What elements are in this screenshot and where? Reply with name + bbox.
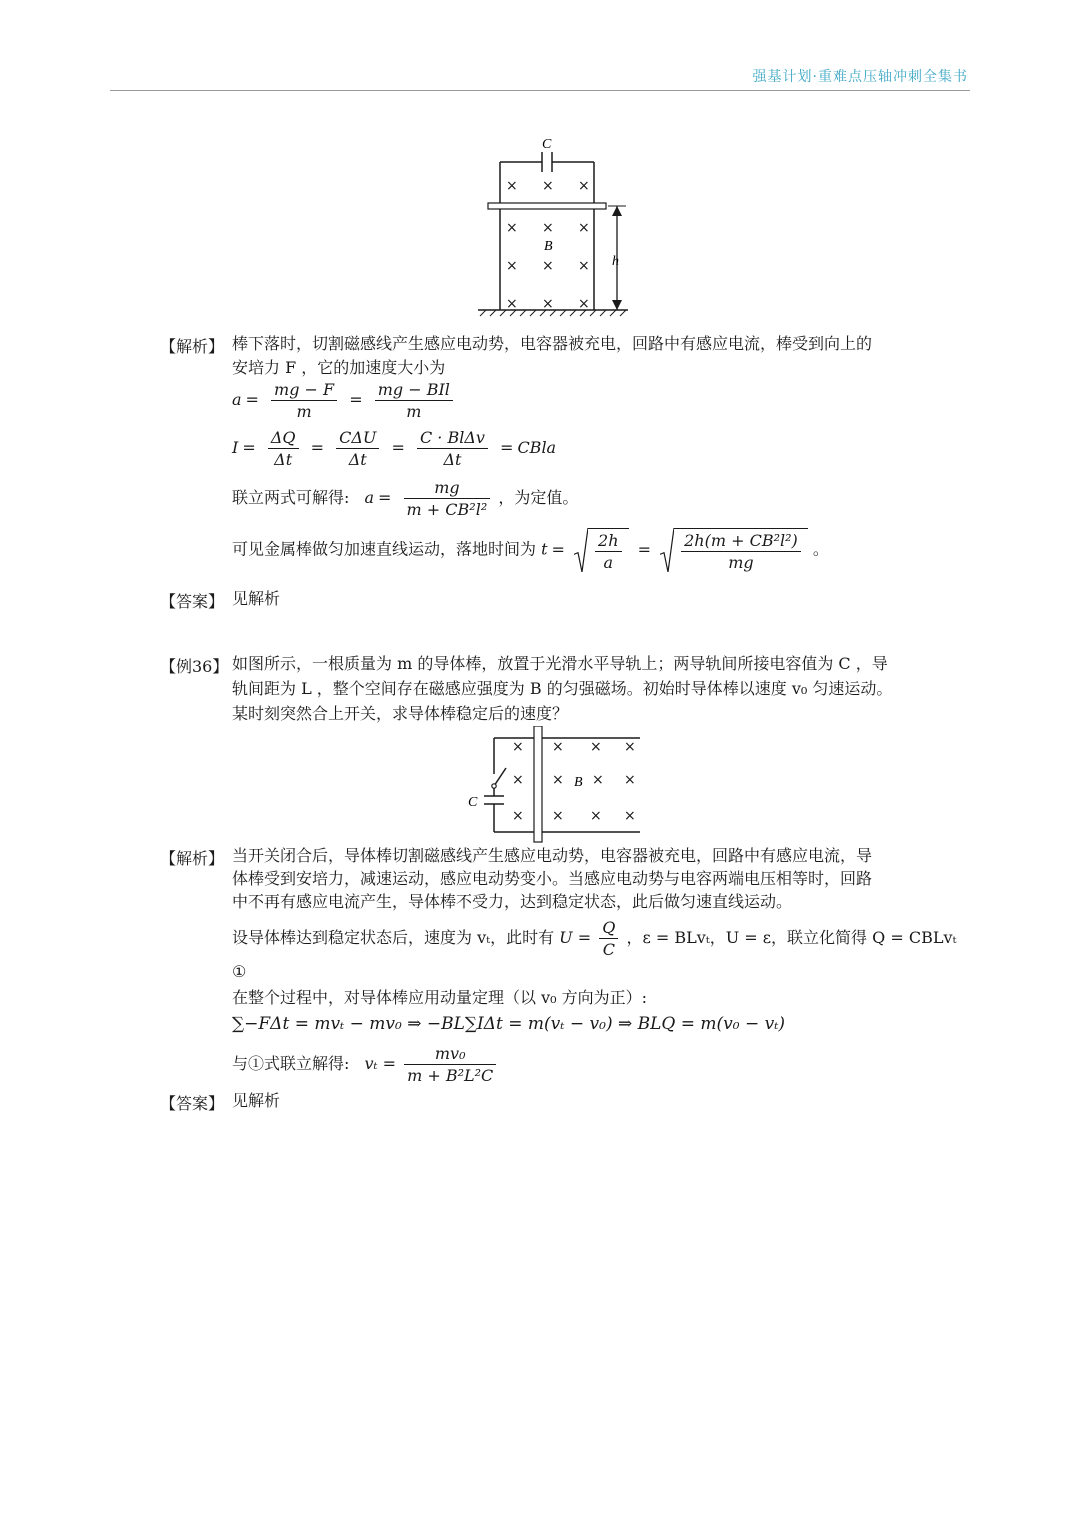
momentum-equation: ∑−FΔt = mvₜ − mv₀ ⇒ −BL∑IΔt = m(vₜ − v₀) ⇒ BLQ = m(v₀ − vₜ) xyxy=(232,1014,786,1034)
figure-rail-capacitor xyxy=(462,726,652,844)
svg-text:×: × xyxy=(592,772,604,788)
svg-text:×: × xyxy=(506,178,518,194)
label-c-2: C xyxy=(468,795,478,810)
svg-text:×: × xyxy=(552,739,564,755)
label-c: C xyxy=(542,137,552,152)
svg-text:×: × xyxy=(578,178,590,194)
equation-marker-1: ① xyxy=(232,962,247,981)
problem-line-2: 轨间距为 L ，整个空间存在磁感应强度为 B 的匀强磁场。初始时导体棒以速度 v₀ 匀速运动。 xyxy=(232,679,893,698)
analysis-tag-1: 【解析】 xyxy=(160,337,225,356)
svg-text:×: × xyxy=(624,808,636,824)
equation-acceleration: a = $\frac{mg - F}{m}$ = $\frac{\text{mg − BIl}}{m}$ xyxy=(232,380,456,421)
svg-text:×: × xyxy=(578,258,590,274)
svg-text:×: × xyxy=(506,296,518,312)
analysis-36-line-1: 当开关闭合后，导体棒切割磁感线产生感应电动势，电容器被充电，回路中有感应电流，导 xyxy=(232,846,873,865)
example-36-tag: 【例36】 xyxy=(160,657,229,676)
answer-tag-2: 【答案】 xyxy=(160,1094,225,1113)
answer-text-1: 见解析 xyxy=(232,589,281,608)
svg-text:×: × xyxy=(552,772,564,788)
equation-current: I = $\frac{\Delta Q}{\Delta t}$ = $\frac{\text{CΔU}}{\Delta t}$ = $\frac{\text{C · BlΔv}}{\Delta t}$ = CBla xyxy=(232,428,557,469)
header-title: 强基计划·重难点压轴冲刺全集书 xyxy=(752,69,968,85)
svg-text:×: × xyxy=(512,808,524,824)
equation-final-velocity: 与①式联立解得: vₜ = $\frac{\text{mv₀}}{\text{m + B²L²C}}$ xyxy=(232,1044,499,1085)
momentum-line: 在整个过程中，对导体棒应用动量定理（以 v₀ 方向为正）: xyxy=(232,988,648,1007)
svg-text:×: × xyxy=(624,772,636,788)
problem-line-1: 如图所示，一根质量为 m 的导体棒，放置于光滑水平导轨上；两导轨间所接电容值为 C ，导 xyxy=(232,654,888,673)
answer-tag-1: 【答案】 xyxy=(160,592,225,611)
figure-falling-rod xyxy=(470,132,640,322)
answer-text-2: 见解析 xyxy=(232,1091,281,1110)
svg-text:×: × xyxy=(590,808,602,824)
svg-text:×: × xyxy=(506,220,518,236)
svg-text:×: × xyxy=(552,808,564,824)
analysis-line-2: 安培力 F ，它的加速度大小为 xyxy=(232,358,446,377)
analysis-tag-2: 【解析】 xyxy=(160,849,225,868)
label-b-2: B xyxy=(574,775,583,790)
equation-combined: 联立两式可解得: a = $\frac{mg}{\text{m + CB²l²}}$ ，为定值。 xyxy=(232,478,579,519)
svg-text:×: × xyxy=(624,739,636,755)
equation-fall-time: 可见金属棒做匀加速直线运动，落地时间为 t = $\frac{2h}{a}$ = $\frac{\text{2h(m + CB²l²)}}{mg}$ 。 xyxy=(232,528,829,572)
label-b: B xyxy=(544,239,553,254)
svg-text:×: × xyxy=(578,296,590,312)
analysis-36-line-2: 体棒受到安培力，减速运动，感应电动势变小。当感应电动势与电容两端电压相等时，回路 xyxy=(232,869,873,888)
problem-line-3: 某时刻突然合上开关，求导体棒稳定后的速度？ xyxy=(232,704,569,723)
page-header xyxy=(110,62,970,91)
svg-text:×: × xyxy=(542,258,554,274)
analysis-36-line-3: 中不再有感应电流产生，导体棒不受力，达到稳定状态，此后做匀速直线运动。 xyxy=(232,892,793,911)
svg-text:×: × xyxy=(506,258,518,274)
svg-text:×: × xyxy=(590,739,602,755)
svg-text:×: × xyxy=(542,178,554,194)
analysis-line-1: 棒下落时，切割磁感线产生感应电动势，电容器被充电，回路中有感应电流，棒受到向上的 xyxy=(232,334,873,353)
svg-text:×: × xyxy=(542,220,554,236)
svg-text:×: × xyxy=(578,220,590,236)
svg-text:×: × xyxy=(512,772,524,788)
svg-text:×: × xyxy=(512,739,524,755)
svg-text:×: × xyxy=(542,296,554,312)
label-h: h xyxy=(612,254,619,269)
equation-steady-state: 设导体棒达到稳定状态后，速度为 vₜ，此时有 U = $\frac{Q}{C}$ ，ε = BLvₜ，U = ε，联立化简得 Q = CBLvₜ xyxy=(232,918,957,959)
